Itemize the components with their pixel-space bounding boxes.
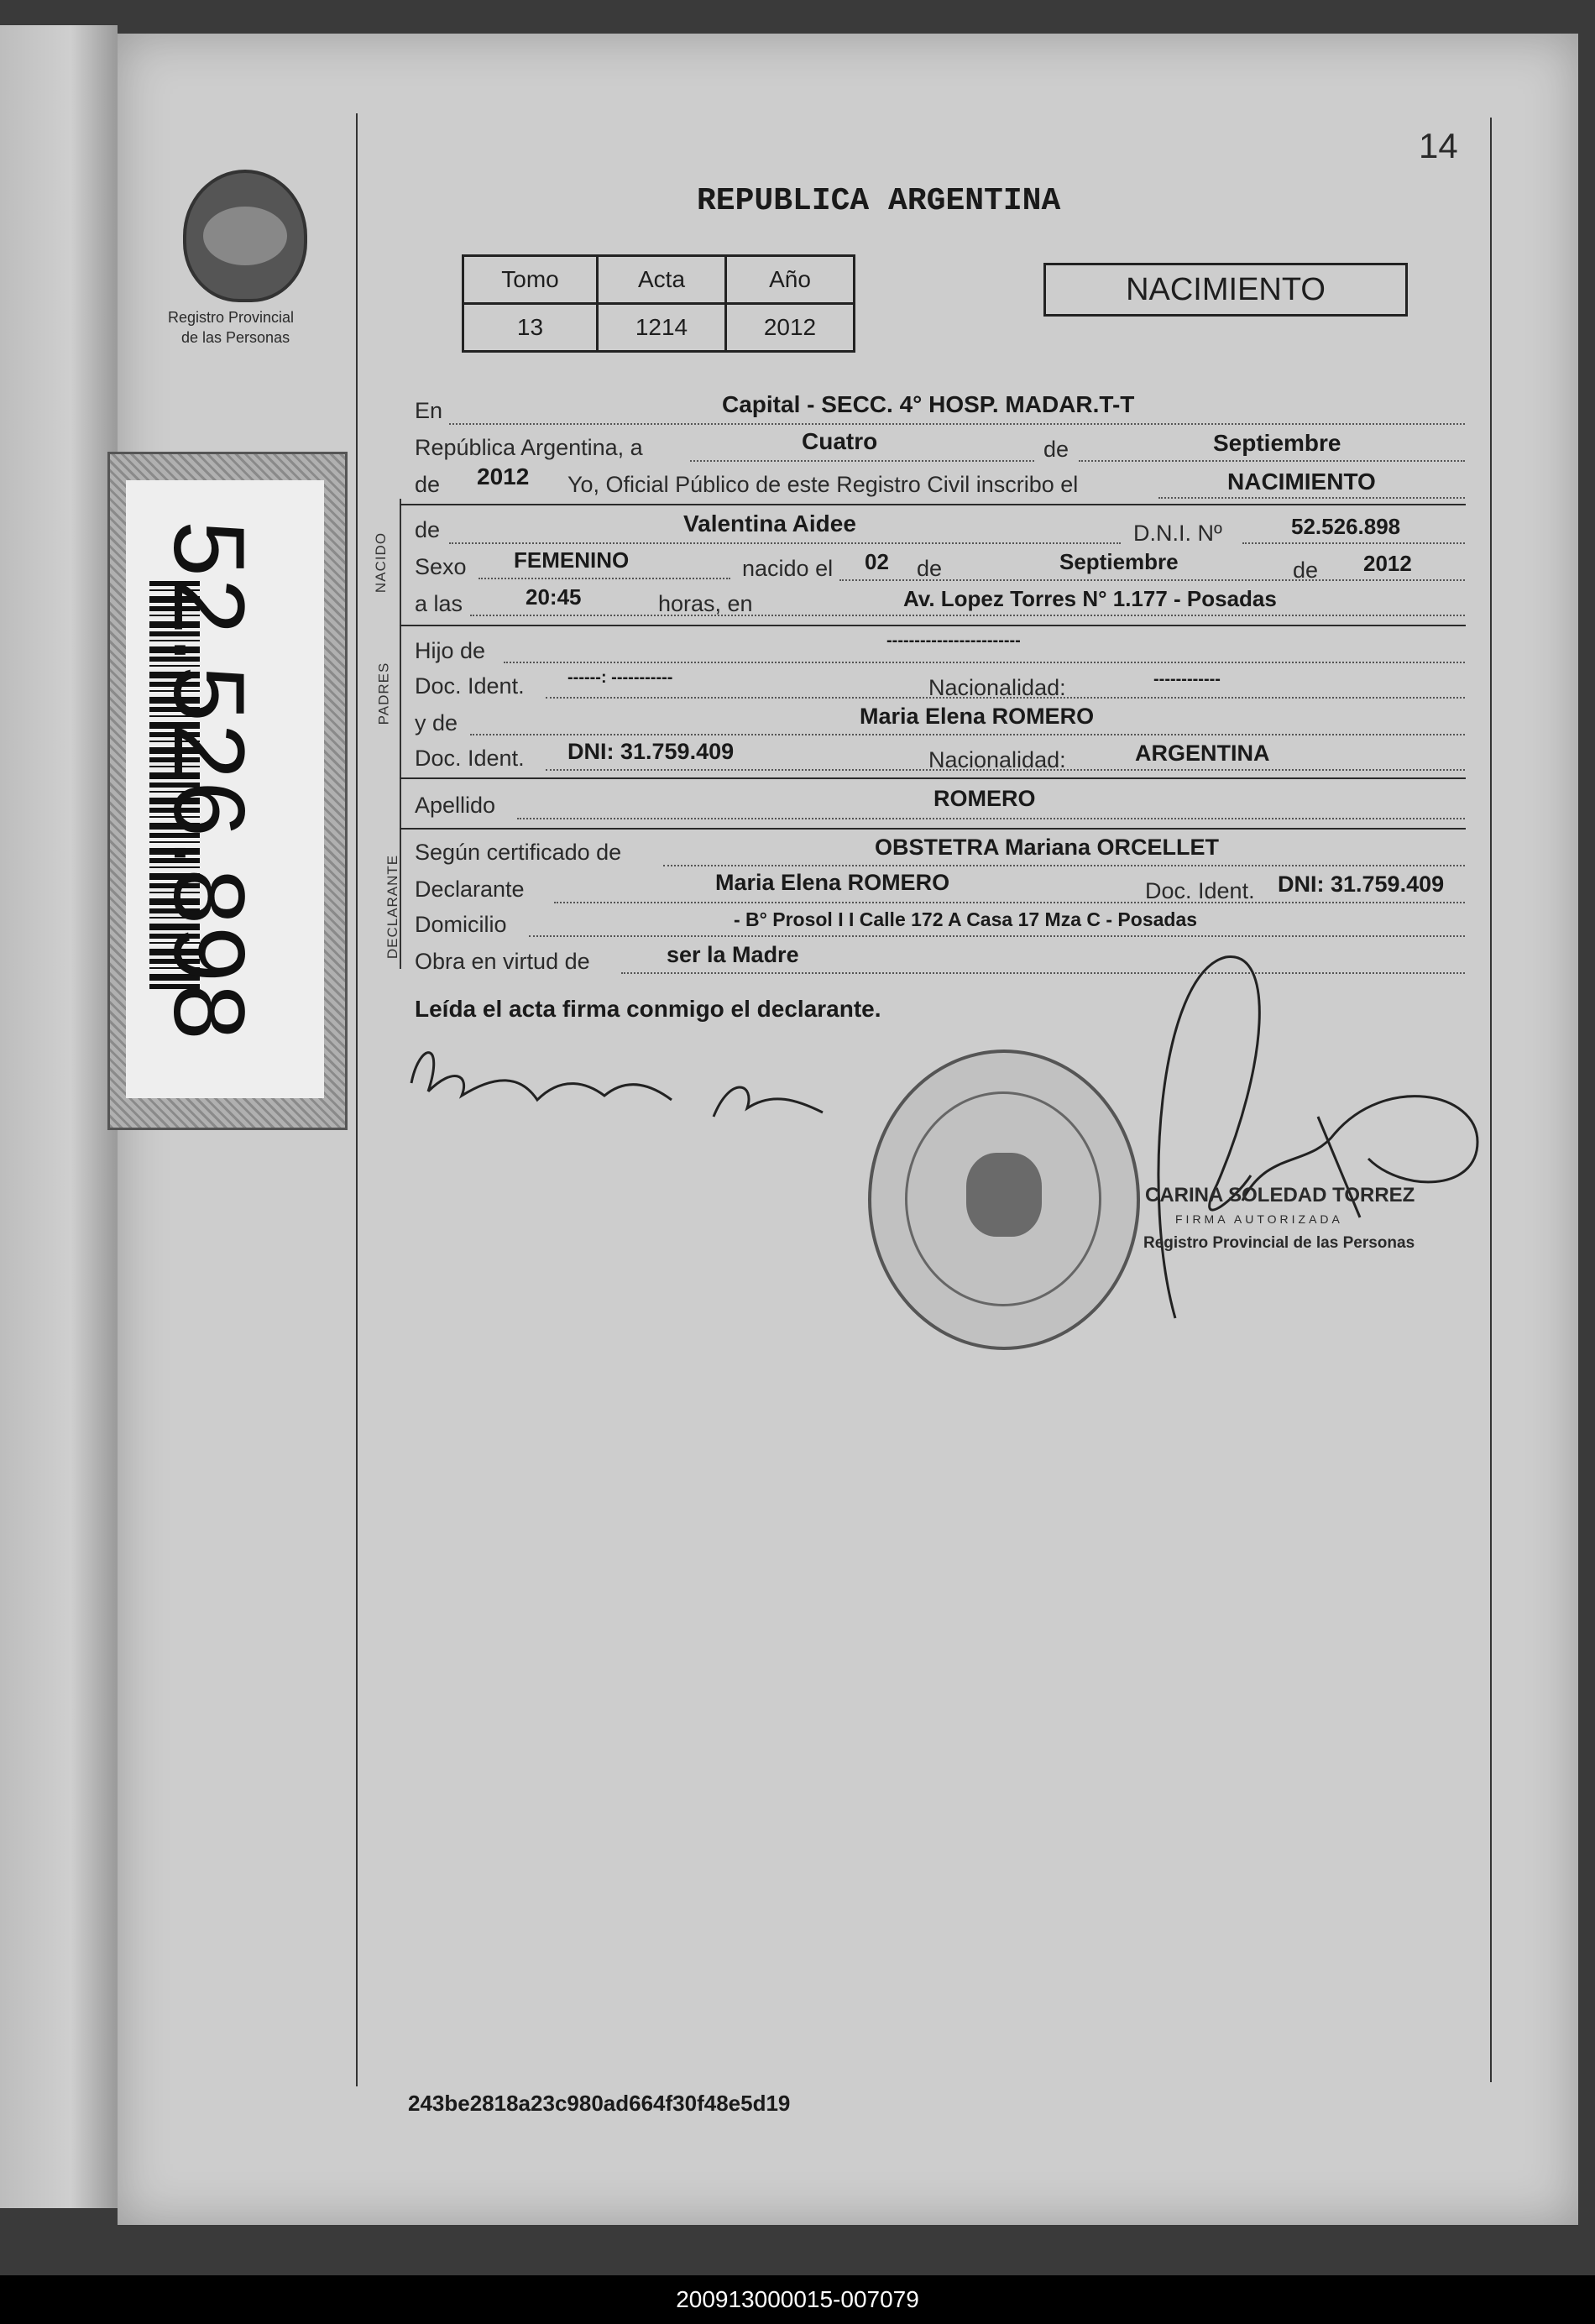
footer-id-bar: 200913000015-007079	[0, 2275, 1595, 2324]
dotted-line	[517, 818, 1465, 819]
section-rule	[400, 828, 1466, 830]
ano-value: 2012	[726, 304, 855, 352]
barcode-number: 52.526.898	[153, 521, 265, 1042]
declarante-signature	[395, 1016, 865, 1142]
birth-year-value: 2012	[1363, 551, 1412, 576]
dotted-line	[470, 734, 1465, 735]
apellido-value: ROMERO	[933, 786, 1036, 811]
place-value: Capital - SECC. 4° HOSP. MADAR.T-T	[722, 391, 1135, 417]
obra-label: Obra en virtud de	[415, 949, 590, 974]
section-rule	[400, 777, 1466, 779]
document-hash: 243be2818a23c980ad664f30f48e5d19	[408, 2091, 791, 2116]
section-rule	[400, 625, 1466, 626]
birth-location-value: Av. Lopez Torres N° 1.177 - Posadas	[903, 586, 1277, 611]
year-value: 2012	[477, 463, 530, 489]
de-label: de	[1043, 437, 1069, 462]
dotted-line	[546, 697, 1465, 699]
dotted-line	[504, 662, 1465, 663]
section-nacido: NACIDO	[373, 531, 390, 594]
birth-month-value: Septiembre	[1059, 549, 1179, 574]
doc2-label: Doc. Ident.	[415, 746, 525, 771]
official-name: CARINA SOLEDAD TORREZ	[1145, 1184, 1415, 1206]
dotted-line	[554, 902, 1465, 903]
stamp-inner-ring	[905, 1091, 1101, 1306]
birth-day-value: 02	[865, 549, 889, 574]
section-padres: PADRES	[375, 662, 392, 725]
dotted-line	[1242, 542, 1465, 544]
acta-table	[462, 254, 855, 353]
dotted-line	[839, 579, 1465, 581]
day-words-value: Cuatro	[802, 428, 878, 454]
col-tomo-header: Tomo	[463, 256, 598, 304]
official-signature	[1125, 949, 1494, 1343]
cert-value: OBSTETRA Mariana ORCELLET	[875, 835, 1220, 860]
declarante-value: Maria Elena ROMERO	[715, 870, 950, 895]
nac1-value: ------------	[1153, 670, 1221, 688]
doc2-value: DNI: 31.759.409	[567, 739, 735, 764]
dotted-line	[449, 423, 1465, 425]
province-seal-icon	[183, 170, 307, 302]
dotted-line	[478, 578, 730, 579]
section-declarante: DECLARANTE	[384, 854, 401, 960]
sexo-value: FEMENINO	[514, 547, 630, 573]
coat-of-arms-icon	[966, 1153, 1042, 1237]
nacido-de-label: de	[415, 517, 441, 542]
inscribo-value: NACIMIENTO	[1227, 468, 1376, 495]
month-value: Septiembre	[1213, 430, 1341, 456]
country-title: REPUBLICA ARGENTINA	[697, 183, 1061, 219]
col-acta-header: Acta	[598, 256, 726, 304]
alas-label: a las	[415, 591, 463, 616]
apellido-label: Apellido	[415, 793, 496, 818]
page-number: 14	[1419, 126, 1458, 165]
dotted-line	[690, 460, 1034, 462]
acta-value: 1214	[598, 304, 726, 352]
closing-statement: Leída el acta firma conmigo el declarante.	[415, 996, 881, 1022]
nac2-value: ARGENTINA	[1135, 741, 1270, 766]
logo-caption-line1: Registro Provincial	[168, 309, 295, 326]
official-role: FIRMA AUTORIZADA	[1175, 1212, 1343, 1226]
section-rule	[400, 504, 1466, 505]
horas-label: horas, en	[658, 591, 753, 616]
decl-doc-value: DNI: 31.759.409	[1278, 872, 1445, 897]
sexo-label: Sexo	[415, 554, 467, 579]
decl-doc-label: Doc. Ident.	[1145, 878, 1255, 903]
dotted-line	[1158, 497, 1465, 499]
act-type-box: NACIMIENTO	[1043, 263, 1408, 317]
doc1-value: ------: -----------	[567, 668, 673, 687]
de-label-2: de	[917, 556, 943, 581]
de2-label: de	[415, 472, 441, 497]
republica-label: República Argentina, a	[415, 435, 643, 460]
hijo-label: Hijo de	[415, 638, 486, 663]
oficial-text: Yo, Oficial Público de este Registro Civil inscribo el	[567, 472, 1079, 497]
de-label-3: de	[1293, 557, 1319, 583]
doc1-label: Doc. Ident.	[415, 673, 525, 699]
dni-value: 52.526.898	[1291, 514, 1401, 539]
dotted-line	[1079, 460, 1465, 462]
col-ano-header: Año	[726, 256, 855, 304]
dotted-line	[529, 935, 1465, 937]
dotted-line	[663, 865, 1465, 866]
birth-time-value: 20:45	[526, 584, 582, 610]
nacido-el-label: nacido el	[742, 556, 834, 581]
nac2-label: Nacionalidad:	[928, 747, 1066, 772]
dotted-line	[470, 615, 1465, 616]
official-org: Registro Provincial de las Personas	[1143, 1234, 1415, 1252]
dotted-line	[449, 542, 1121, 544]
dni-label: D.N.I. Nº	[1133, 521, 1222, 546]
left-margin-line	[356, 113, 358, 2086]
obra-value: ser la Madre	[667, 942, 799, 967]
mother-name: Maria Elena ROMERO	[860, 704, 1095, 729]
hijo-value: ------------------------	[886, 631, 1021, 650]
domicilio-label: Domicilio	[415, 912, 507, 937]
cert-label: Según certificado de	[415, 840, 622, 865]
dotted-line	[546, 769, 1465, 771]
en-label: En	[415, 398, 443, 423]
domicilio-value: - B° Prosol I I Calle 172 A Casa 17 Mza C - Posadas	[734, 908, 1198, 930]
nac1-label: Nacionalidad:	[928, 675, 1066, 700]
yde-label: y de	[415, 710, 458, 735]
left-page-edge	[0, 25, 118, 2208]
tomo-value: 13	[463, 304, 598, 352]
child-name: Valentina Aidee	[683, 510, 856, 537]
declarante-label: Declarante	[415, 877, 525, 902]
logo-caption-line2: de las Personas	[181, 329, 290, 346]
